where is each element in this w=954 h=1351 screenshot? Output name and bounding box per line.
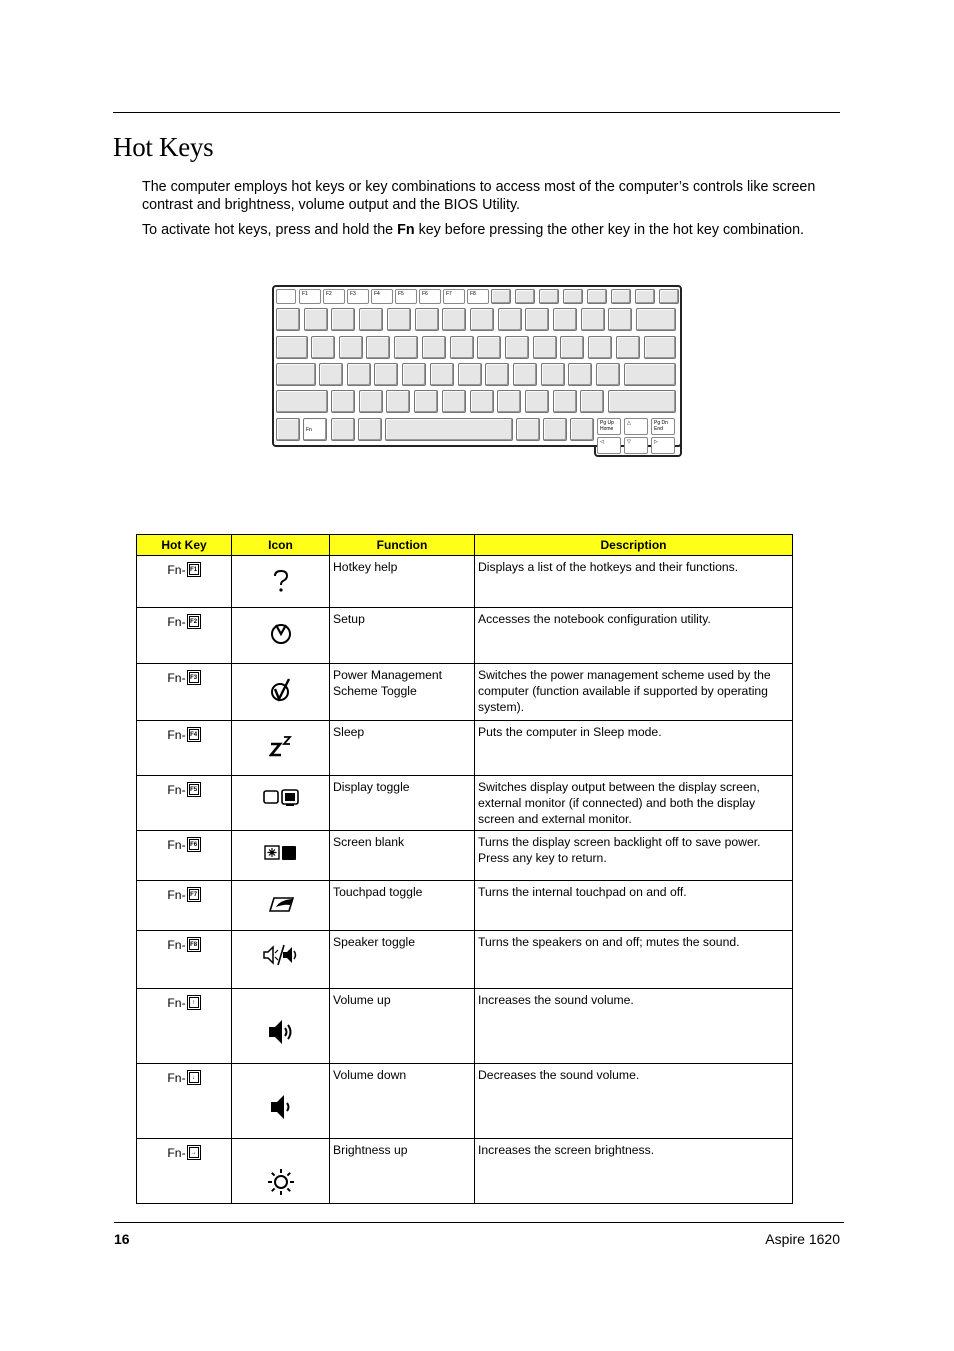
key-home-row [402,363,426,386]
key-home-row [485,363,509,386]
hot-key-cell [137,831,232,881]
key-function-row [635,289,655,304]
key-function-row [611,289,631,304]
key-alt [358,418,382,441]
keycap-icon [187,614,201,629]
hot-key-cell [137,721,232,776]
key-home-row [568,363,592,386]
hot-key-prefix: Fn- [167,671,186,685]
key-number-row [387,308,411,331]
key-top-row [560,336,584,359]
key-home-row [347,363,371,386]
hot-key-prefix: Fn- [167,888,186,902]
icon-cell [232,664,330,721]
table-row [137,664,793,721]
key-altgr [516,418,540,441]
key-space [385,418,513,441]
setup-icon [269,621,293,649]
key-f5: F5 [395,289,417,304]
key-caps-lock [276,363,316,386]
touchpad-icon [266,894,296,918]
key-ctrl-right [570,418,594,441]
keycap-label: F3 [189,672,199,683]
description-cell: Increases the screen brightness. [475,1139,793,1204]
key-home-row [430,363,454,386]
key-left-shift [276,390,328,413]
key-bottom-row [442,390,466,413]
hot-key-cell [137,1064,232,1139]
keycap-icon [187,1070,201,1085]
key-menu [543,418,567,441]
hot-key-cell [137,776,232,831]
hot-key-prefix: Fn- [167,938,186,952]
description-cell: Decreases the sound volume. [475,1064,793,1139]
keycap-label: F6 [189,839,199,850]
icon-cell [232,989,330,1064]
key-function-row [659,289,679,304]
key-up-arrow: △ [624,418,648,435]
key-f7: F7 [443,289,465,304]
key-function-row [563,289,583,304]
icon-cell [232,721,330,776]
key-top-row [339,336,363,359]
product-name: Aspire 1620 [765,1231,840,1247]
key-enter [624,363,676,386]
description-cell: Switches the power management scheme used by the computer (function available if supported by operating system). [475,664,793,721]
description-cell: Increases the sound volume. [475,989,793,1064]
key-f4: F4 [371,289,393,304]
description-cell: Turns the internal touchpad on and off. [475,881,793,931]
hot-key-cell [137,556,232,608]
page-title: Hot Keys [113,132,214,162]
key-top-row [366,336,390,359]
icon-cell [232,831,330,881]
icon-cell [232,881,330,931]
hot-key-cell [137,881,232,931]
key-top-row [533,336,557,359]
key-number-row [525,308,549,331]
hot-key-cell [137,664,232,721]
keycap-icon [187,837,201,852]
keycap-icon [187,782,201,797]
brightness-up-icon [267,1168,295,1200]
hot-key-prefix: Fn- [167,838,186,852]
table-row [137,556,793,608]
speaker-toggle-icon [263,944,299,970]
table-row [137,608,793,664]
function-cell: Volume down [330,1064,475,1139]
hot-key-prefix: Fn- [167,1071,186,1085]
function-cell: Display toggle [330,776,475,831]
sleep-icon [269,734,293,762]
hot-key-prefix: Fn- [167,615,186,629]
keycap-icon [187,562,201,577]
key-esc [276,289,296,304]
table-row [137,931,793,989]
function-cell: Touchpad toggle [330,881,475,931]
keyboard-illustration [272,285,682,459]
key-number-row [608,308,632,331]
volume-down-icon [269,1093,293,1125]
key-top-row [422,336,446,359]
key-backspace [636,308,676,331]
key-pgdn: Pg Dn End [651,418,675,435]
key-top-row [477,336,501,359]
table-row [137,1139,793,1204]
key-fn: Fn [303,418,327,441]
key-home-row [541,363,565,386]
header-description: Description [475,535,793,556]
key-home-row [596,363,620,386]
page-number: 16 [114,1231,130,1247]
description-cell: Turns the display screen backlight off to save power. Press any key to return. [475,831,793,881]
keycap-label: F5 [189,784,199,795]
key-left-arrow: ◁ [597,437,621,454]
function-cell: Screen blank [330,831,475,881]
keycap-label: ↓ [189,1072,199,1083]
key-number-row [276,308,300,331]
icon-cell [232,556,330,608]
key-function-row [587,289,607,304]
key-top-row [588,336,612,359]
keycap-label: F4 [189,729,199,740]
hot-key-prefix: Fn- [167,783,186,797]
header-function: Function [330,535,475,556]
key-top-row [616,336,640,359]
key-f3: F3 [347,289,369,304]
icon-cell [232,776,330,831]
key-bottom-row [580,390,604,413]
key-function-row [515,289,535,304]
keycap-icon [187,1145,201,1160]
key-number-row [304,308,328,331]
intro-paragraph: The computer employs hot keys or key combinations to access most of the computer’s controls like screen contrast and brightness, volume output and the BIOS Utility. [142,179,816,213]
key-win [331,418,355,441]
key-f6: F6 [419,289,441,304]
description-cell: Turns the speakers on and off; mutes the sound. [475,931,793,989]
key-number-row [331,308,355,331]
key-bottom-row [470,390,494,413]
keycap-icon [187,670,201,685]
icon-cell [232,931,330,989]
key-number-row [581,308,605,331]
hotkey-table [136,534,793,1204]
key-tab [276,336,308,359]
key-right-arrow: ▷ [651,437,675,454]
key-number-row [415,308,439,331]
header-hot-key: Hot Key [137,535,232,556]
hot-key-cell [137,931,232,989]
fn-key-text: Fn [397,222,415,238]
function-cell: Setup [330,608,475,664]
icon-cell [232,1064,330,1139]
key-f8: F8 [467,289,489,304]
function-cell: Sleep [330,721,475,776]
description-cell: Accesses the notebook configuration utility. [475,608,793,664]
power-management-icon [269,677,293,707]
description-cell: Switches display output between the display screen, external monitor (if connected) and both the display screen and external monitor. [475,776,793,831]
key-bottom-row [359,390,383,413]
hot-key-cell [137,989,232,1064]
keycap-label: → [189,1147,199,1158]
key-top-row [505,336,529,359]
key-home-row [513,363,537,386]
hot-key-prefix: Fn- [167,1146,186,1160]
key-bottom-row [525,390,549,413]
table-row [137,831,793,881]
key-top-row [394,336,418,359]
table-row [137,1064,793,1139]
keycap-icon [187,727,201,742]
hot-key-prefix: Fn- [167,728,186,742]
top-rule [113,112,840,113]
description-cell: Puts the computer in Sleep mode. [475,721,793,776]
key-home-row [319,363,343,386]
key-right-shift [608,390,676,413]
hot-key-prefix: Fn- [167,996,186,1010]
key-top-row [450,336,474,359]
key-bottom-row [497,390,521,413]
function-cell: Brightness up [330,1139,475,1204]
screen-blank-icon [264,844,298,866]
volume-up-icon [267,1018,295,1050]
key-bottom-row [553,390,577,413]
table-row [137,881,793,931]
keycap-label: ↑ [189,997,199,1008]
key-f1: F1 [299,289,321,304]
key-number-row [470,308,494,331]
key-number-row [498,308,522,331]
keycap-icon [187,887,201,902]
key-f2: F2 [323,289,345,304]
hot-key-cell [137,1139,232,1204]
key-pgup: Pg Up Home [597,418,621,435]
keycap-label: F1 [189,564,199,575]
table-row [137,776,793,831]
key-number-row [553,308,577,331]
display-toggle-icon [262,789,300,811]
icon-cell [232,608,330,664]
function-cell: Hotkey help [330,556,475,608]
hot-key-cell [137,608,232,664]
key-top-row [311,336,335,359]
question-icon [271,569,291,597]
function-cell: Volume up [330,989,475,1064]
activate-paragraph [142,221,842,239]
key-home-row [374,363,398,386]
header-icon: Icon [232,535,330,556]
key-bottom-row [386,390,410,413]
keycap-icon [187,995,201,1010]
table-header-row [137,535,793,556]
key-number-row [359,308,383,331]
key-function-row [491,289,511,304]
function-cell: Speaker toggle [330,931,475,989]
key-bottom-row [414,390,438,413]
key-home-row [458,363,482,386]
keycap-icon [187,937,201,952]
keycap-label: F7 [189,889,199,900]
key-backslash [644,336,676,359]
key-down-arrow: ▽ [624,437,648,454]
key-number-row [442,308,466,331]
keycap-label: F8 [189,939,199,950]
function-cell: Power Management Scheme Toggle [330,664,475,721]
key-ctrl [276,418,300,441]
keycap-label: F2 [189,616,199,627]
table-row [137,989,793,1064]
key-bottom-row [331,390,355,413]
table-row [137,721,793,776]
icon-cell [232,1139,330,1204]
hot-key-prefix: Fn- [167,563,186,577]
activate-suffix: key before pressing the other key in the hot key combination. [414,222,805,238]
key-function-row [539,289,559,304]
activate-prefix: To activate hot keys, press and hold the [142,222,398,238]
description-cell: Displays a list of the hotkeys and their functions. [475,556,793,608]
bottom-rule [114,1222,844,1223]
